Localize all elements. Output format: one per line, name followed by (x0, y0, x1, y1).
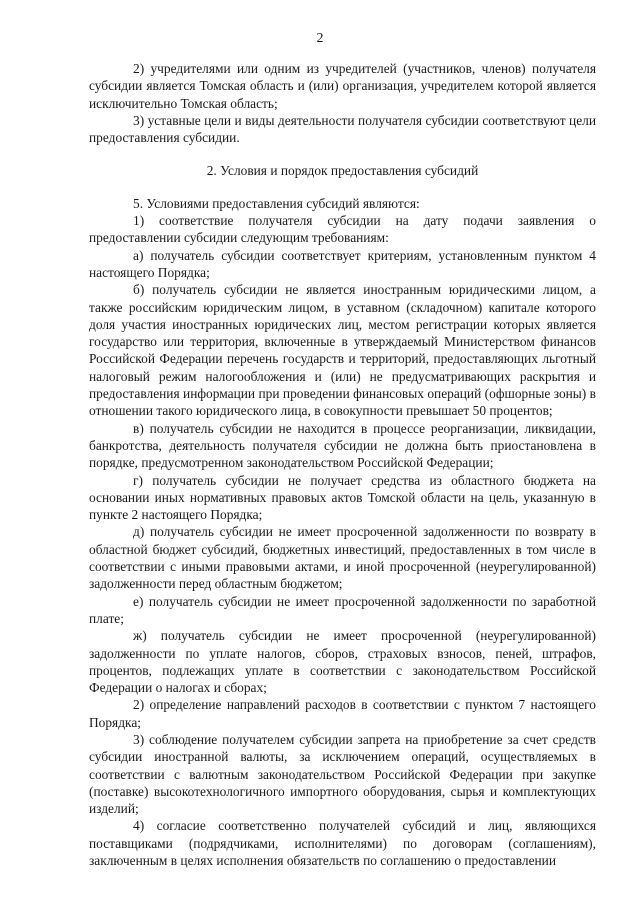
paragraph-condition-2: 2) определение направлений расходов в соответствии с пунктом 7 настоящего Порядка; (89, 697, 596, 730)
paragraph-condition-4: 4) согласие соответственно получателей субсидий и лиц, являющихся поставщиками (подрядчиками, исполнителями) по договорам (соглашениям), заключенным в целях исполнения обязательств по соглашению о предоставлении (89, 818, 596, 869)
spacer (89, 180, 596, 195)
paragraph-condition-1: 1) соответствие получателя субсидии на дату подачи заявления о предоставлении субсидии следующим требованиям: (89, 213, 596, 246)
page-number: 2 (316, 31, 324, 46)
section-heading: 2. Условия и порядок предоставления субсидий (206, 163, 479, 179)
paragraph-clause-5: 5. Условиями предоставления субсидий являются: (133, 195, 420, 211)
paragraph-requirement-d: д) получатель субсидии не имеет просроченной задолженности по возврату в областной бюджет субсидий, бюджетных инвестиций, предоставленных в том числе в соответствии с иными правовыми актами, и иной просроченной (неурегулированной) задолженности перед областным бюджетом; (89, 524, 596, 592)
paragraph-requirement-a: а) получатель субсидии соответствует критериям, установленным пунктом 4 настоящего Порядка; (89, 247, 596, 280)
paragraph-item-2-founders: 2) учредителями или одним из учредителей (участников, членов) получателя субсидии является Томская область и (или) организация, учредителем которой является исключительно Томская область; (89, 61, 596, 111)
paragraph-requirement-v: в) получатель субсидии не находится в процессе реорганизации, ликвидации, банкротства, деятельность получателя субсидии не должна быть приостановлена в порядке, предусмотренном законодательством Российской Федерации; (89, 420, 596, 471)
paragraph-requirement-e: е) получатель субсидии не имеет просроченной задолженности по заработной плате; (89, 593, 596, 626)
spacer (89, 146, 596, 162)
paragraph-requirement-g: г) получатель субсидии не получает средства из областного бюджета на основании иных нормативных правовых актов Томской области на цель, указанную в пункте 2 настоящего Порядка; (89, 472, 596, 523)
paragraph-item-3-statutory-goals: 3) уставные цели и виды деятельности получателя субсидии соответствуют цели предоставления субсидии. (89, 112, 596, 146)
paragraph-condition-3: 3) соблюдение получателем субсидии запрета на приобретение за счет средств субсидии иностранной валюты, за исключением операций, осуществляемых в соответствии с валютным законодательством Российской Федерации при закупке (поставке) высокотехнологичного импортного оборудования, сырья и комплектующих изделий; (89, 731, 596, 817)
paragraph-requirement-zh: ж) получатель субсидии не имеет просроченной (неурегулированной) задолженности по уплате налогов, сборов, страховых взносов, пеней, штрафов, процентов, подлежащих уплате в соответствии с законодательством Российской Федерации о налогах и сборах; (89, 628, 596, 696)
paragraph-requirement-b: б) получатель субсидии не является иностранным юридическими лицом, а также российским юридическим лицом, в уставном (складочном) капитале которого доля участия иностранных юридических лиц, местом регистрации которых является государство или территория, включенные в утверждаемый Министерством финансов Российской Федерации перечень государств и территорий, предоставляющих льготный налоговый режим налогообложения и (или) не предусматривающих раскрытия и предоставления информации при проведении финансовых операций (офшорные зоны) в отношении такого юридического лица, в совокупности превышает 50 процентов; (89, 282, 596, 419)
document-body (89, 60, 596, 869)
